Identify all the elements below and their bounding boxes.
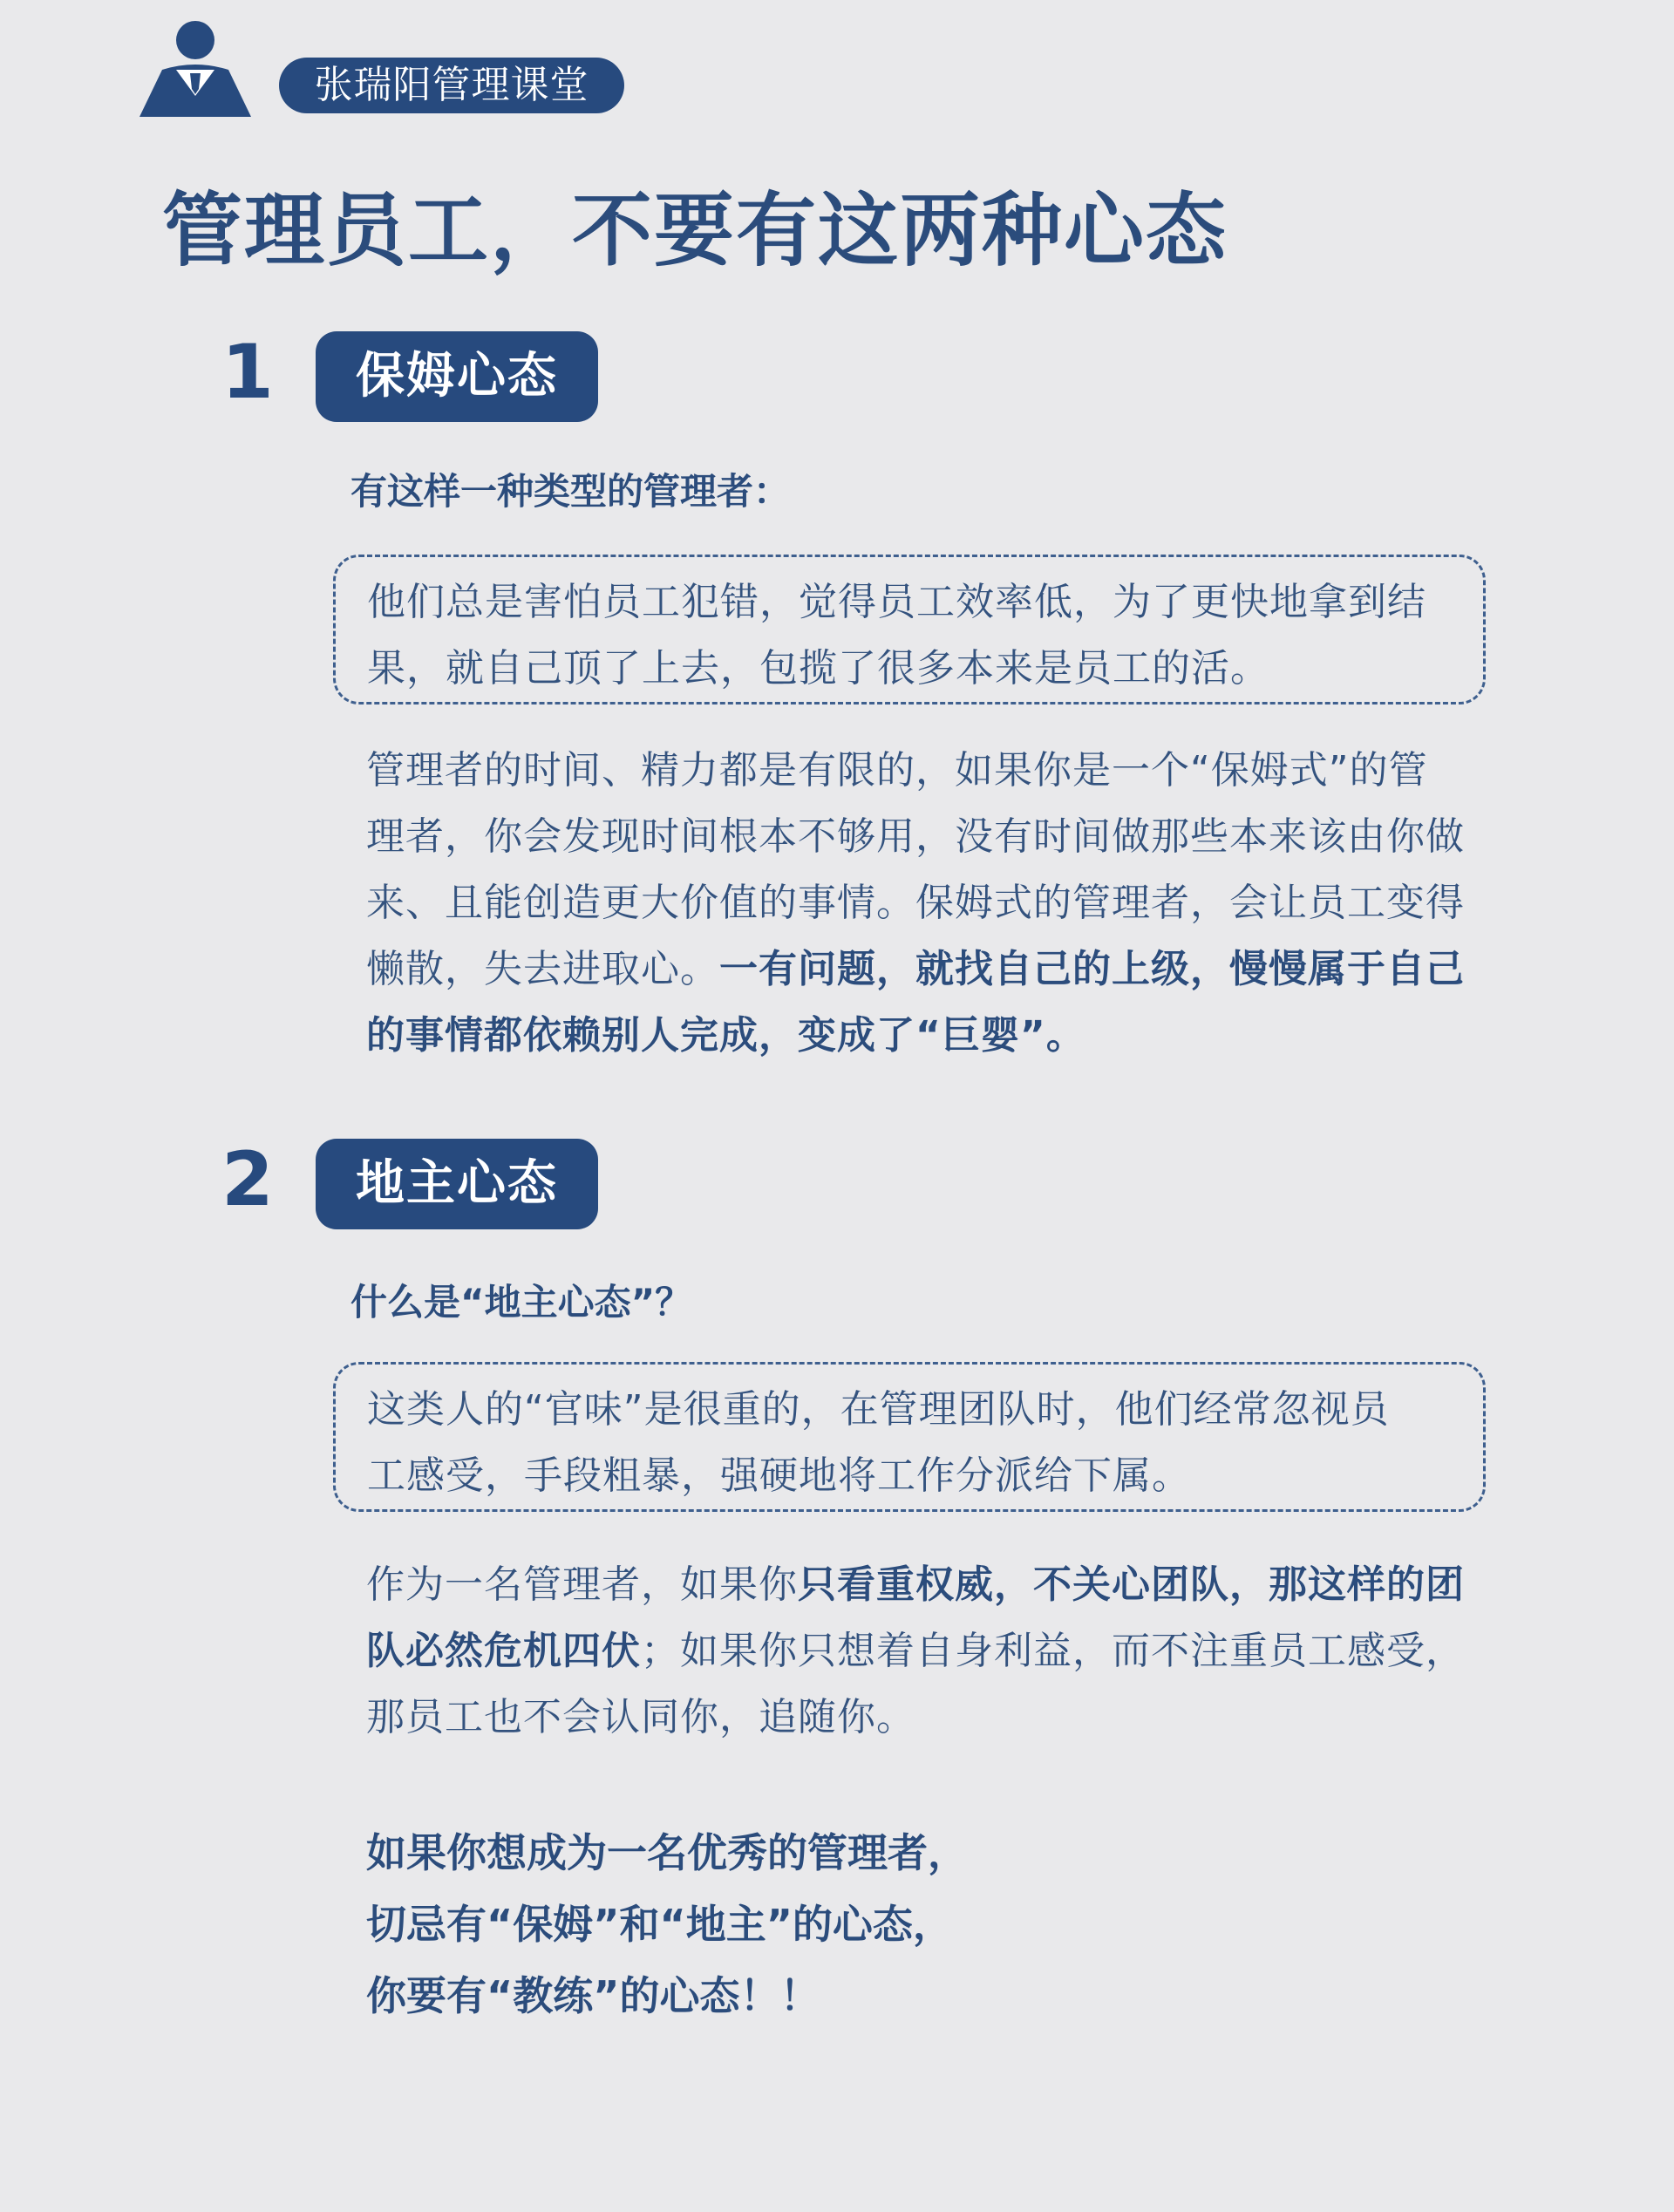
page-title: 管理员工，不要有这两种心态 <box>162 184 1228 277</box>
person-user-icon <box>138 19 253 117</box>
body-emphasis: 一有问题，就找自己的上级，慢慢属于自己的事情都依赖别人完成，变成了“巨婴”。 <box>366 947 1465 1058</box>
section-2-body <box>366 1552 1466 1751</box>
section-2-callout <box>333 1362 1486 1512</box>
section-1-subhead: 有这样一种类型的管理者： <box>350 470 791 513</box>
section-2-label: 地主心态 <box>316 1139 598 1229</box>
body-text: 作为一名管理者，如果你 <box>366 1562 798 1607</box>
body-emphasis: 只看重权威，不关心团队，那这样的团队必然危机四伏 <box>366 1562 1465 1673</box>
section-1-body <box>366 738 1466 1069</box>
brand-badge: 张瑞阳管理课堂 <box>279 58 624 113</box>
callout-line: 他们总是害怕员工犯错，觉得员工效率低，为了更快地拿到结 <box>367 580 1426 624</box>
closing-statement <box>366 1817 1466 2032</box>
section-1-number: 1 <box>221 329 274 416</box>
callout-line: 工感受，手段粗暴，强硬地将工作分派给下属。 <box>367 1453 1191 1498</box>
section-2-number: 2 <box>221 1136 274 1223</box>
callout-line: 这类人的“官味”是很重的，在管理团队时，他们经常忽视员 <box>367 1387 1390 1432</box>
callout-line: 果，就自己顶了上去，包揽了很多本来是员工的活。 <box>367 646 1269 691</box>
section-1-label: 保姆心态 <box>316 331 598 422</box>
section-1-callout <box>333 555 1486 704</box>
closing-line: 如果你想成为一名优秀的管理者， <box>366 1829 968 1876</box>
body-text: ；如果你只想着自身利益，而不注重员工感受，那员工也不会认同你，追随你。 <box>366 1629 1465 1739</box>
body-text: 管理者的时间、精力都是有限的，如果你是一个“保姆式”的管理者，你会发现时间根本不够用，没有时间做那些本来该由你做来、且能创造更大价值的事情。保姆式的管理者，会让员工变得懒散，失去进取心。 <box>366 748 1465 991</box>
closing-line: 你要有“教练”的心态！！ <box>366 1972 820 2019</box>
closing-line: 切忌有“保姆”和“地主”的心态， <box>366 1901 953 1948</box>
section-2-subhead: 什么是“地主心态”？ <box>350 1281 692 1324</box>
